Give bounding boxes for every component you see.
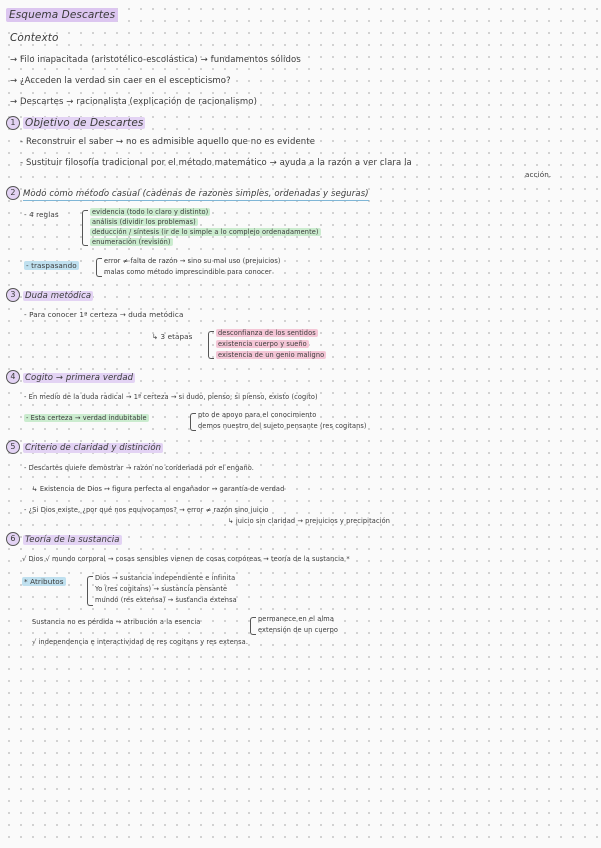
perm-brace [250,617,256,635]
s1-line-2: - Sustituir filosofía tradicional por el método matemático → ayuda a la razón a ver clara la [20,158,412,168]
atributos-brace [87,576,93,606]
s4-line-2: - Esta certeza → verdad indubitable [26,414,147,422]
regla-3: deducción / síntesis (ir de lo simple a lo complejo ordenadamente) [92,228,319,236]
etapa-1: desconfianza de los sentidos [218,329,316,337]
section-number-badge: 2 [6,186,20,200]
regla-4: enumeración (revisión) [92,238,171,246]
etapa-2: existencia cuerpo y sueño [218,340,307,348]
section-2-heading: 2 Modo como método casual (cadenas de razones simples, ordenadas y seguras) [6,186,369,200]
s5-line-4: ↳ juicio sin claridad → prejuicios y precipitación [228,517,391,525]
s1-line-1: - Reconstruir el saber → no es admisible aquello que no es evidente [20,137,316,147]
traspasando-1: error ≠ falta de razón → sino su mal uso (prejuicios) [104,257,281,265]
regla-2: análisis (dividir los problemas) [92,218,196,226]
section-1-heading: 1 Objetivo de Descartes [6,116,145,130]
traspasando-label: - traspasando [26,261,77,270]
apoyo-brace [190,413,196,431]
s6-line-3: √ independencia e interactividad de res cogitans y res extensa. [32,638,249,646]
atributo-2: Yo (res cogitans) → sustancia pensante [95,585,228,593]
s1-line-3: acción. [525,170,552,179]
contexto-line-2: → ¿Acceden la verdad sin caer en el escepticismo? [10,76,231,86]
section-number-badge: 5 [6,440,20,454]
s5-line-3: - ¿Si Dios existe, ¿por qué nos equivocamos? → error ≠ razón sino juicio [24,506,269,514]
apoyo-2: demos nuestro del sujeto pensante (res cogitans) [198,422,367,430]
s3-line-1: - Para conocer 1ª certeza → duda metódica [24,310,184,319]
section-number-badge: 1 [6,116,20,130]
section-6-heading: 6 Teoría de la sustancia [6,532,122,546]
s6-line-1: √ Dios √ mundo corporal → cosas sensibles vienen de cosas corpóreas → teoría de la sustancia * [22,555,350,563]
traspasando-2: malas como método imprescindible para conocer [104,268,272,276]
page-title: Esquema Descartes [6,10,118,21]
section-number-badge: 4 [6,370,20,384]
perm-2: extensión de un cuerpo [258,626,339,634]
contexto-line-3: → Descartes → racionalista (explicación de racionalismo) [10,97,258,107]
atributos-label: * Atributos [24,577,64,586]
section-5-heading: 5 Criterio de claridad y distinción [6,440,163,454]
etapa-3: existencia de un genio maligno [218,351,325,359]
atributo-3: mundo (res extensa) → sustancia extensa [95,596,237,604]
etapas-brace [208,331,214,359]
section-4-heading: 4 Cogito → primera verdad [6,370,135,384]
s4-line-1: - En medio de la duda radical → 1ª certeza → si dudo, pienso; si pienso, existo (cogito) [24,393,318,401]
s5-line-1: - Descartes quiere demostrar → razón no condenada por el engaño. [24,464,254,472]
section-number-badge: 3 [6,288,20,302]
regla-1: evidencia (todo lo claro y distinto) [92,208,209,216]
reglas-label: - 4 reglas [24,210,59,219]
traspasando-brace [96,258,102,277]
section-3-heading: 3 Duda metódica [6,288,93,302]
s5-line-2: ↳ Existencia de Dios → figura perfecta al engañador → garantía de verdad [32,485,285,493]
s6-line-2: Sustancia no es pérdida → atribución a la esencia [32,618,201,626]
contexto-line-1: → Filo inapacitada (aristotélico-escolástica) → fundamentos sólidos [10,55,301,65]
section-number-badge: 6 [6,532,20,546]
reglas-brace [82,210,88,246]
contexto-heading: Contexto [10,32,59,44]
perm-1: permanece en el alma [258,615,334,623]
atributo-1: Dios → sustancia independiente e infinita [95,574,236,582]
apoyo-1: pto de apoyo para el conocimiento [198,411,317,419]
etapas-label: ↳ 3 etapas [152,332,193,341]
